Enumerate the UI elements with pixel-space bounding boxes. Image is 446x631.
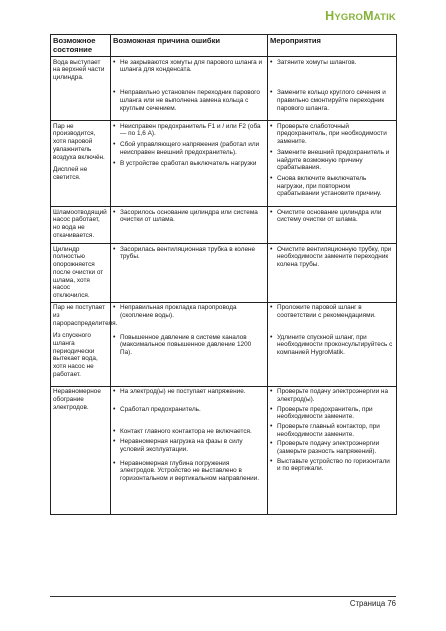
cause-cell (111, 302, 268, 386)
cause-item: • Засорилось основание цилиндра или система очистки от шлама. (113, 209, 265, 224)
cause-cell (111, 57, 268, 121)
cause-cell (111, 386, 268, 514)
header-possible-cause: Возможная причина ошибки (111, 35, 268, 57)
cause-item: • Сработал предохранитель. (113, 406, 265, 414)
cause-cell (111, 207, 268, 244)
table-row (51, 302, 397, 386)
action-item: • Проверьте предохранитель, при необходимости замените. (270, 406, 394, 421)
action-cell (268, 244, 397, 302)
table-header-row (51, 35, 397, 57)
state-cell (51, 207, 111, 244)
action-item: • Затяните хомуты шлангов. (270, 59, 394, 67)
cause-item: • Неправильная прокладка паропровода (скопление воды). (113, 304, 265, 319)
action-item: • Проверьте подачу электроэнергии на электрод(ы). (270, 388, 394, 403)
action-item: • Снова включите выключатель нагрузки, при повторном срабатывании установите причину. (270, 175, 394, 198)
state-cell (51, 386, 111, 514)
action-item: • Удлините спускной шланг, при необходимости проконсультируйтесь с компанией HygroMatik. (270, 334, 394, 357)
action-cell (268, 57, 397, 121)
action-item: • Проверьте слаботочный предохранитель, при необходимости замените. (270, 123, 394, 146)
action-item: • Выставьте устройство по горизонтали и по вертикали. (270, 458, 394, 473)
state-text: Дисплей не светится. (53, 166, 88, 181)
state-text: Шламоотводящий насос работает, но вода не откачивается. (53, 208, 107, 239)
cause-cell (111, 121, 268, 207)
cause-cell (111, 244, 268, 302)
action-item: • Замените внешний предохранитель и найдите возможную причину срабатывания. (270, 149, 394, 172)
action-item: • Замените кольцо круглого сечения и правильно смонтируйте переходник парового шланга. (270, 89, 394, 112)
state-text: Пар не поступает из парораспределителя. (53, 304, 118, 327)
table-row (51, 121, 397, 207)
cause-item: • Не закрываются хомуты для парового шланга и шланга для конденсата. (113, 59, 265, 74)
header-possible-state: Возможное состояние (51, 35, 111, 57)
cause-item: • Повышенное давление в системе каналов (максимальное повышенное давление 1200 Па). (113, 334, 265, 357)
action-item: • Очистите вентиляционную трубку, при необходимости замените переходник колена трубы. (270, 246, 394, 269)
cause-item: • В устройстве сработал выключатель нагрузки (113, 160, 265, 168)
state-cell (51, 302, 118, 386)
state-text: Пар не производится, хотя паровой увлажнитель воздуха включён. (53, 122, 105, 161)
cause-item: • Неисправен предохранитель F1 и / или F2 (оба — по 1,6 А). (113, 123, 265, 138)
state-text: Неравномерное обограние электродов. (53, 388, 101, 411)
cause-item: • На электрод(ы) не поступает напряжение. (113, 388, 265, 396)
state-cell (51, 121, 111, 207)
action-item: • Проложите паровой шланг в соответствии с рекомендациями. (270, 304, 394, 319)
header-measures: Мероприятия (268, 35, 397, 57)
state-cell (51, 57, 111, 121)
table-row (51, 386, 397, 514)
table-row (51, 244, 397, 302)
action-cell (268, 386, 397, 514)
cause-item: • Засорилась вентиляционная трубка в колене трубы. (113, 246, 265, 261)
cause-item: • Сбой управляющего напряжения (работал или неисправен внешний предохранитель). (113, 141, 265, 156)
state-cell (51, 244, 111, 302)
action-item: • Проверьте главный контактор, при необходимости замените. (270, 423, 394, 438)
action-cell (268, 207, 397, 244)
state-text: Из спускного шланга периодически вытекает вода, хотя насос не работает. (53, 332, 98, 378)
hygromatik-logo: HYGROMATIK (325, 9, 396, 23)
page-number: Страница 76 (349, 599, 396, 608)
action-item: • Очистите основание цилиндра или систему очистки от шлама. (270, 209, 394, 224)
cause-item: • Неравномерная нагрузка на фазы в силу условий эксплуатации. (113, 438, 265, 453)
action-cell (268, 302, 397, 386)
action-item: • Проверьте подачу электроэнергии (замерьте разность напряжений). (270, 440, 394, 455)
cause-item: • Неравномерная глубина погружения электродов. Устройство не выставлено в горизонтальном и вертикальном направлении. (113, 460, 265, 483)
cause-item: • Неправильно установлен переходник парового шланга или не выполнена замена кольца с круглым сечением. (113, 89, 265, 112)
footer-rule (50, 596, 396, 597)
state-text: Вода выступает на верхней части цилиндра. (53, 58, 105, 82)
table-row (51, 57, 397, 121)
action-cell (268, 121, 397, 207)
cause-item: • Контакт главного контактора не включается. (113, 428, 265, 436)
troubleshooting-table (50, 34, 397, 515)
table-row (51, 207, 397, 244)
state-text: Цилиндр полностью опорожняется после очистки от шлама, хотя насос отключился. (53, 245, 104, 299)
